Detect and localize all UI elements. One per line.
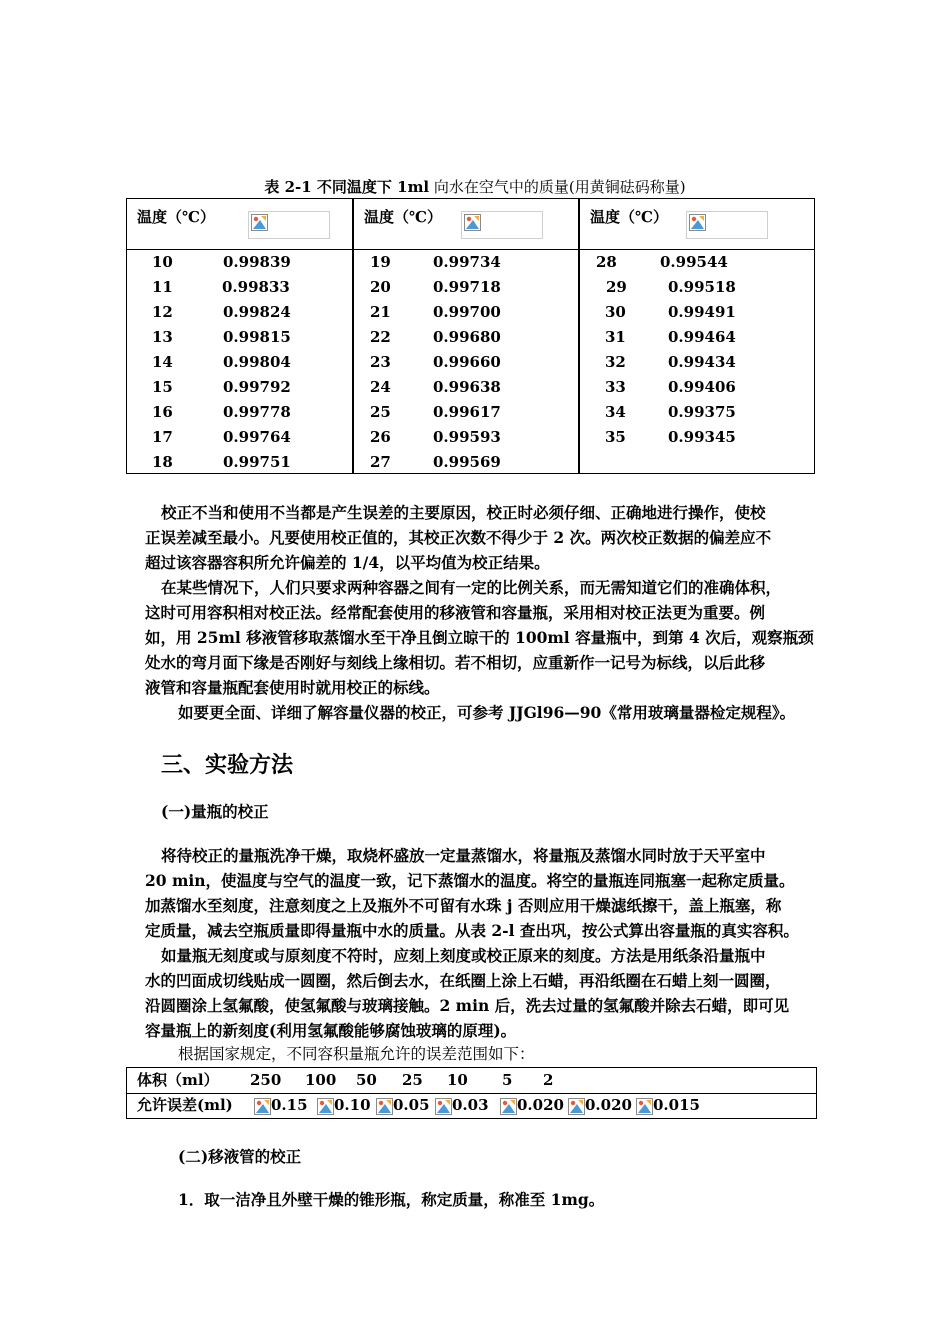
mass-cell: 0.99700 <box>433 303 501 321</box>
temp-cell: 24 <box>370 378 391 396</box>
volume-cell: 100 <box>305 1071 337 1089</box>
mass-cell: 0.99764 <box>223 428 291 446</box>
error-cell: 0.15 <box>271 1096 308 1114</box>
volume-cell: 50 <box>356 1071 377 1089</box>
error-cell: 0.10 <box>334 1096 371 1114</box>
broken-image-icon <box>500 1098 517 1115</box>
mass-cell: 0.99660 <box>433 353 501 371</box>
temp-cell: 35 <box>605 428 626 446</box>
text-line: 如量瓶无刻度或与原刻度不符时，应刻上刻度或校正原来的刻度。方法是用纸条沿量瓶中 <box>161 946 766 965</box>
broken-image-icon <box>636 1098 653 1115</box>
temp-cell: 29 <box>606 278 627 296</box>
broken-image-icon <box>251 214 268 231</box>
broken-image-icon <box>568 1098 585 1115</box>
volume-label: 体积（ml） <box>137 1071 219 1089</box>
temp-cell: 15 <box>152 378 173 396</box>
mass-cell: 0.99778 <box>223 403 291 421</box>
volume-cell: 2 <box>543 1071 554 1089</box>
mass-cell: 0.99804 <box>223 353 291 371</box>
text-line: 根据国家规定，不同容积量瓶允许的误差范围如下： <box>178 1045 535 1063</box>
temp-cell: 27 <box>370 453 391 471</box>
mass-cell: 0.99544 <box>660 253 728 271</box>
text-line: 沿圆圈涂上氢氟酸，使氢氟酸与玻璃接触。2 min 后，洗去过量的氢氟酸并除去石蜡，即可见 <box>145 996 790 1015</box>
error-cell: 0.020 <box>585 1096 632 1114</box>
text-line: 如要更全面、详细了解容量仪器的校正，可参考 JJGl96—90《常用玻璃量器检定规程》。 <box>178 703 796 722</box>
temp-cell: 28 <box>596 253 617 271</box>
temperature-header: 温度（℃） <box>364 208 442 226</box>
mass-cell: 0.99833 <box>222 278 290 296</box>
water-mass-table <box>126 198 815 474</box>
temp-cell: 18 <box>152 453 173 471</box>
broken-image-icon <box>376 1098 393 1115</box>
text-line: 加蒸馏水至刻度，注意刻度之上及瓶外不可留有水珠 j 否则应用干燥滤纸擦干，盖上瓶塞，称 <box>145 896 782 915</box>
mass-cell: 0.99638 <box>433 378 501 396</box>
text-line: 超过该容器容积所允许偏差的 1/4，以平均值为校正结果。 <box>145 553 550 572</box>
text-line: 正误差减至最小。凡要使用校正值的，其校正次数不得少于 2 次。两次校正数据的偏差应不 <box>145 528 772 547</box>
section-heading: 三、实验方法 <box>161 752 294 778</box>
mass-cell: 0.99491 <box>668 303 736 321</box>
temp-cell: 19 <box>370 253 391 271</box>
header-image-placeholder <box>461 211 543 239</box>
mass-cell: 0.99406 <box>668 378 736 396</box>
table-caption-bold: 表 2-1 不同温度下 1ml <box>264 178 430 196</box>
broken-image-icon <box>435 1098 452 1115</box>
temperature-header: 温度（℃） <box>590 208 668 226</box>
temp-cell: 32 <box>605 353 626 371</box>
text-line: 这时可用容积相对校正法。经常配套使用的移液管和容量瓶，采用相对校正法更为重要。例 <box>145 603 766 622</box>
error-cell: 0.020 <box>517 1096 564 1114</box>
mass-cell: 0.99375 <box>668 403 736 421</box>
header-image-placeholder <box>248 211 330 239</box>
temp-cell: 12 <box>152 303 173 321</box>
table-panel-header <box>354 199 578 250</box>
step-1: 1．取一洁净且外壁干燥的锥形瓶，称定质量，称准至 1mg。 <box>178 1190 605 1209</box>
table-caption <box>0 176 950 197</box>
text-line: 定质量，减去空瓶质量即得量瓶中水的质量。从表 2-l 查出巩，按公式算出容量瓶的真实容积。 <box>145 921 799 940</box>
broken-image-icon <box>689 214 706 231</box>
text-line: 在某些情况下，人们只要求两种容器之间有一定的比例关系，而无需知道它们的准确体积， <box>161 578 782 597</box>
table-caption-rest: 向水在空气中的质量(用黄铜砝码称量) <box>429 178 686 196</box>
mass-cell: 0.99617 <box>433 403 501 421</box>
text-line: 处水的弯月面下缘是否刚好与刻线上缘相切。若不相切，应重新作一记号为标线，以后此移 <box>145 653 766 672</box>
mass-cell: 0.99434 <box>668 353 736 371</box>
text-line: 校正不当和使用不当都是产生误差的主要原因，校正时必须仔细、正确地进行操作，使校 <box>161 503 766 522</box>
temp-cell: 16 <box>152 403 173 421</box>
volume-cell: 10 <box>447 1071 468 1089</box>
mass-cell: 0.99680 <box>433 328 501 346</box>
temp-cell: 33 <box>605 378 626 396</box>
error-cell: 0.05 <box>393 1096 430 1114</box>
temp-cell: 25 <box>370 403 391 421</box>
error-cell: 0.015 <box>653 1096 700 1114</box>
mass-cell: 0.99718 <box>433 278 501 296</box>
volume-cell: 250 <box>250 1071 282 1089</box>
temp-cell: 23 <box>370 353 391 371</box>
text-line: 如，用 25ml 移液管移取蒸馏水至干净且倒立晾干的 100ml 容量瓶中，到第 4 次后，观察瓶颈 <box>145 628 814 647</box>
mass-cell: 0.99569 <box>433 453 501 471</box>
broken-image-icon <box>317 1098 334 1115</box>
temp-cell: 20 <box>370 278 391 296</box>
header-image-placeholder <box>686 211 768 239</box>
subheading-pipette-calibration: (二)移液管的校正 <box>178 1147 302 1166</box>
temp-cell: 13 <box>152 328 173 346</box>
mass-cell: 0.99824 <box>223 303 291 321</box>
mass-cell: 0.99751 <box>223 453 291 471</box>
temp-cell: 10 <box>152 253 173 271</box>
text-line: 将待校正的量瓶洗净干燥，取烧杯盛放一定量蒸馏水，将量瓶及蒸馏水同时放于天平室中 <box>161 846 766 865</box>
tolerance-table <box>126 1067 817 1119</box>
temp-cell: 22 <box>370 328 391 346</box>
temp-cell: 21 <box>370 303 391 321</box>
temperature-header: 温度（℃） <box>137 208 215 226</box>
volume-cell: 5 <box>502 1071 513 1089</box>
temp-cell: 26 <box>370 428 391 446</box>
text-line: 20 min，使温度与空气的温度一致，记下蒸馏水的温度。将空的量瓶连同瓶塞一起称定质量。 <box>145 871 795 890</box>
mass-cell: 0.99593 <box>433 428 501 446</box>
table-panel-header <box>127 199 352 250</box>
mass-cell: 0.99815 <box>223 328 291 346</box>
error-cell: 0.03 <box>452 1096 489 1114</box>
text-line: 液管和容量瓶配套使用时就用校正的标线。 <box>145 678 440 697</box>
calibration-notes <box>145 500 825 725</box>
error-label: 允许误差(ml) <box>137 1096 233 1114</box>
temp-cell: 31 <box>605 328 626 346</box>
table-panel-header <box>580 199 814 250</box>
temp-cell: 30 <box>605 303 626 321</box>
mass-cell: 0.99792 <box>223 378 291 396</box>
temp-cell: 17 <box>152 428 173 446</box>
broken-image-icon <box>254 1098 271 1115</box>
volume-cell: 25 <box>402 1071 423 1089</box>
text-line: 水的凹面成切线贴成一圆圈，然后倒去水，在纸圈上涂上石蜡，再沿纸圈在石蜡上刻一圆圈， <box>145 971 781 990</box>
temp-cell: 34 <box>605 403 626 421</box>
temp-cell: 14 <box>152 353 173 371</box>
mass-cell: 0.99464 <box>668 328 736 346</box>
mass-cell: 0.99518 <box>668 278 736 296</box>
mass-cell: 0.99734 <box>433 253 501 271</box>
subheading-flask-calibration: (一)量瓶的校正 <box>161 802 269 821</box>
flask-calibration-text <box>145 843 835 1043</box>
text-line: 容量瓶上的新刻度(利用氢氟酸能够腐蚀玻璃的原理)。 <box>145 1021 517 1040</box>
broken-image-icon <box>464 214 481 231</box>
temp-cell: 11 <box>152 278 173 296</box>
mass-cell: 0.99345 <box>668 428 736 446</box>
mass-cell: 0.99839 <box>223 253 291 271</box>
